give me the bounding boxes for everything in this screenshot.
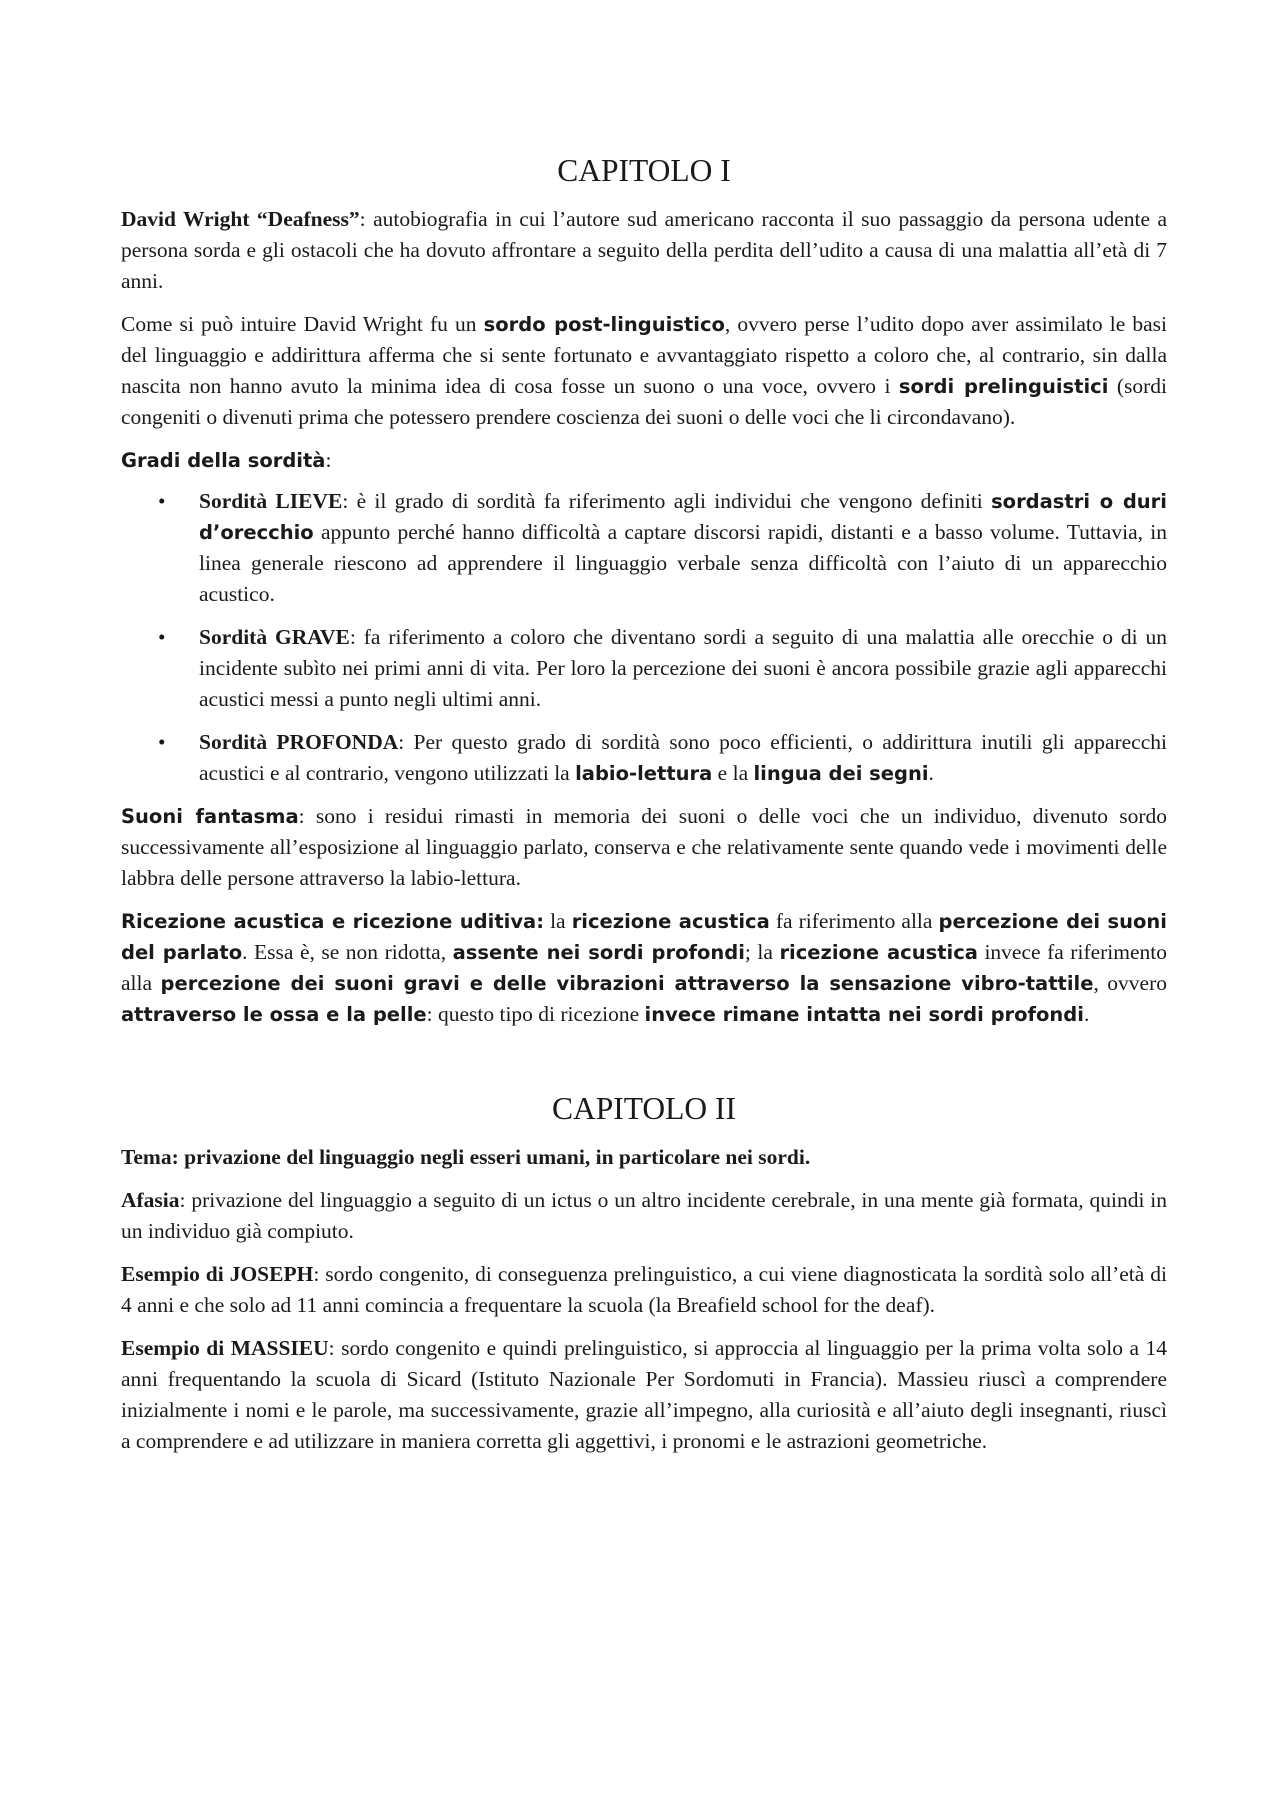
text-run: la [544,909,572,933]
text-run: , ovvero [1093,971,1168,995]
paragraph-post-linguistico [121,309,1167,433]
paragraph-ricezione [121,906,1167,1030]
paragraph-joseph [121,1259,1167,1321]
bold-term: percezione dei suoni del parlato [121,910,1167,964]
bold-term: Sordità LIEVE [199,489,343,513]
text-run: . Essa è, se non ridotta, [242,940,453,964]
chapter-1-title: CAPITOLO I [557,153,731,188]
bold-term: sordo post-linguistico [483,313,725,336]
bold-term: percezione dei suoni gravi e delle vibrazioni attraverso la sensazione vibro-tattile [160,972,1094,995]
text-run: , ovvero perse l’udito dopo aver assimilato le basi del linguaggio e addirittura afferma che si sente fortunato e avvantaggiato rispetto a coloro che, al contrario, sin dalla nascita non hanno avuto la minima idea di cosa fosse un suono o una voce, ovvero i [121,312,1167,398]
bold-term: David Wright “Deafness” [121,207,360,231]
text-run: (sordi congeniti o divenuti prima che potessero prendere coscienza dei suoni o delle voci che li circondavano). [121,374,1168,429]
bold-term: Sordità GRAVE [199,625,350,649]
paragraph-suoni-fantasma [121,801,1167,894]
bold-term: Esempio di MASSIEU [121,1336,329,1360]
bullet-icon: • [158,489,166,513]
paragraph-massieu [121,1333,1167,1457]
paragraph-david-wright [121,204,1167,297]
text-run: : Per questo grado di sordità sono poco efficienti, o addirittura inutili gli apparecchi acustici e al contrario, vengono utilizzati la [199,730,1167,785]
bold-term: sordi prelinguistici [898,375,1109,398]
bold-term: attraverso le ossa e la pelle [121,1003,427,1026]
paragraph-tema [121,1142,1167,1173]
text-run: Come si può intuire David Wright fu un [121,312,484,336]
text-run: : fa riferimento a coloro che diventano sordi a seguito di una malattia alle orecchie o di un incidente subìto nei primi anni di vita. Per loro la percezione dei suoni è ancora possibile grazie agli apparecchi acustici messi a punto negli ultimi anni. [199,625,1167,711]
list-item-grave [121,622,1167,715]
bold-term: sordastri o duri d’orecchio [199,490,1167,544]
document-page [121,150,1167,1469]
bold-term: invece rimane intatta nei sordi profondi [644,1003,1084,1026]
bold-term: Gradi della sordità [121,449,326,472]
bold-term: labio-lettura [575,762,713,785]
chapter-2-title: CAPITOLO II [551,1091,737,1126]
text-run: . [928,761,934,785]
bold-term: ricezione acustica [571,910,770,933]
bold-term: assente nei sordi profondi [452,941,745,964]
text-run: : sordo congenito, di conseguenza prelinguistico, a cui viene diagnosticata la sordità solo all’età di 4 anni e che solo ad 11 anni comincia a frequentare la scuola (la Breafield school for the deaf). [121,1262,1167,1317]
bold-term: lingua dei segni [753,762,929,785]
text-run: . [1083,1002,1090,1026]
text-run: : questo tipo di ricezione [426,1002,645,1026]
bold-term: Sordità PROFONDA [199,730,399,754]
bold-term: Afasia [121,1188,180,1212]
text-run: e la [712,761,754,785]
text-run: : privazione del linguaggio a seguito di un ictus o un altro incidente cerebrale, in una mente già formata, quindi in un individuo già compiuto. [121,1188,1167,1243]
bold-term: Esempio di JOSEPH [121,1262,314,1286]
text-run: ; la [744,940,780,964]
text-run: : è il grado di sordità fa riferimento agli individui che vengono definiti [342,489,992,513]
text-run: invece fa riferimento alla [121,940,1168,995]
paragraph-afasia [121,1185,1167,1247]
bullet-icon: • [158,625,166,649]
text-run: appunto perché hanno difficoltà a captare discorsi rapidi, distanti e a basso volume. Tuttavia, in linea generale riescono ad apprendere il linguaggio verbale senza difficoltà con l’aiuto di un apparecchio acustico. [199,520,1167,606]
bullet-icon: • [158,730,166,754]
text-run: : autobiografia in cui l’autore sud americano racconta il suo passaggio da persona udente a persona sorda e gli ostacoli che ha dovuto affrontare a seguito della perdita dell’udito a causa di una malattia all’età di 7 anni. [121,207,1167,293]
bold-term: Suoni fantasma [121,805,299,828]
list-item-lieve [121,486,1167,610]
text-run: : [325,448,332,472]
text-run: fa riferimento alla [769,909,939,933]
paragraph-gradi-sordita [121,445,1167,476]
bold-term: ricezione acustica [779,941,978,964]
bold-term: Ricezione acustica e ricezione uditiva: [121,910,544,933]
bold-term: Tema: privazione del linguaggio negli esseri umani, in particolare nei sordi. [121,1145,811,1169]
deafness-grades-list [121,486,1167,789]
list-item-profonda [121,727,1167,789]
text-run: : sono i residui rimasti in memoria dei suoni o delle voci che un individuo, divenuto sordo successivamente all’esposizione al linguaggio parlato, conserva e che relativamente sente quando vede i movimenti delle labbra delle persone attraverso la labio-lettura. [121,804,1167,890]
text-run: : sordo congenito e quindi prelinguistico, si approccia al linguaggio per la prima volta solo a 14 anni frequentando la scuola di Sicard (Istituto Nazionale Per Sordomuti in Francia). Massieu riuscì a comprendere inizialmente i nomi e le parole, ma successivamente, grazie all’impegno, alla curiosità e all’aiuto degli insegnanti, riuscì a comprendere e ad utilizzare in maniera corretta gli aggettivi, i pronomi e le astrazioni geometriche. [121,1336,1167,1453]
